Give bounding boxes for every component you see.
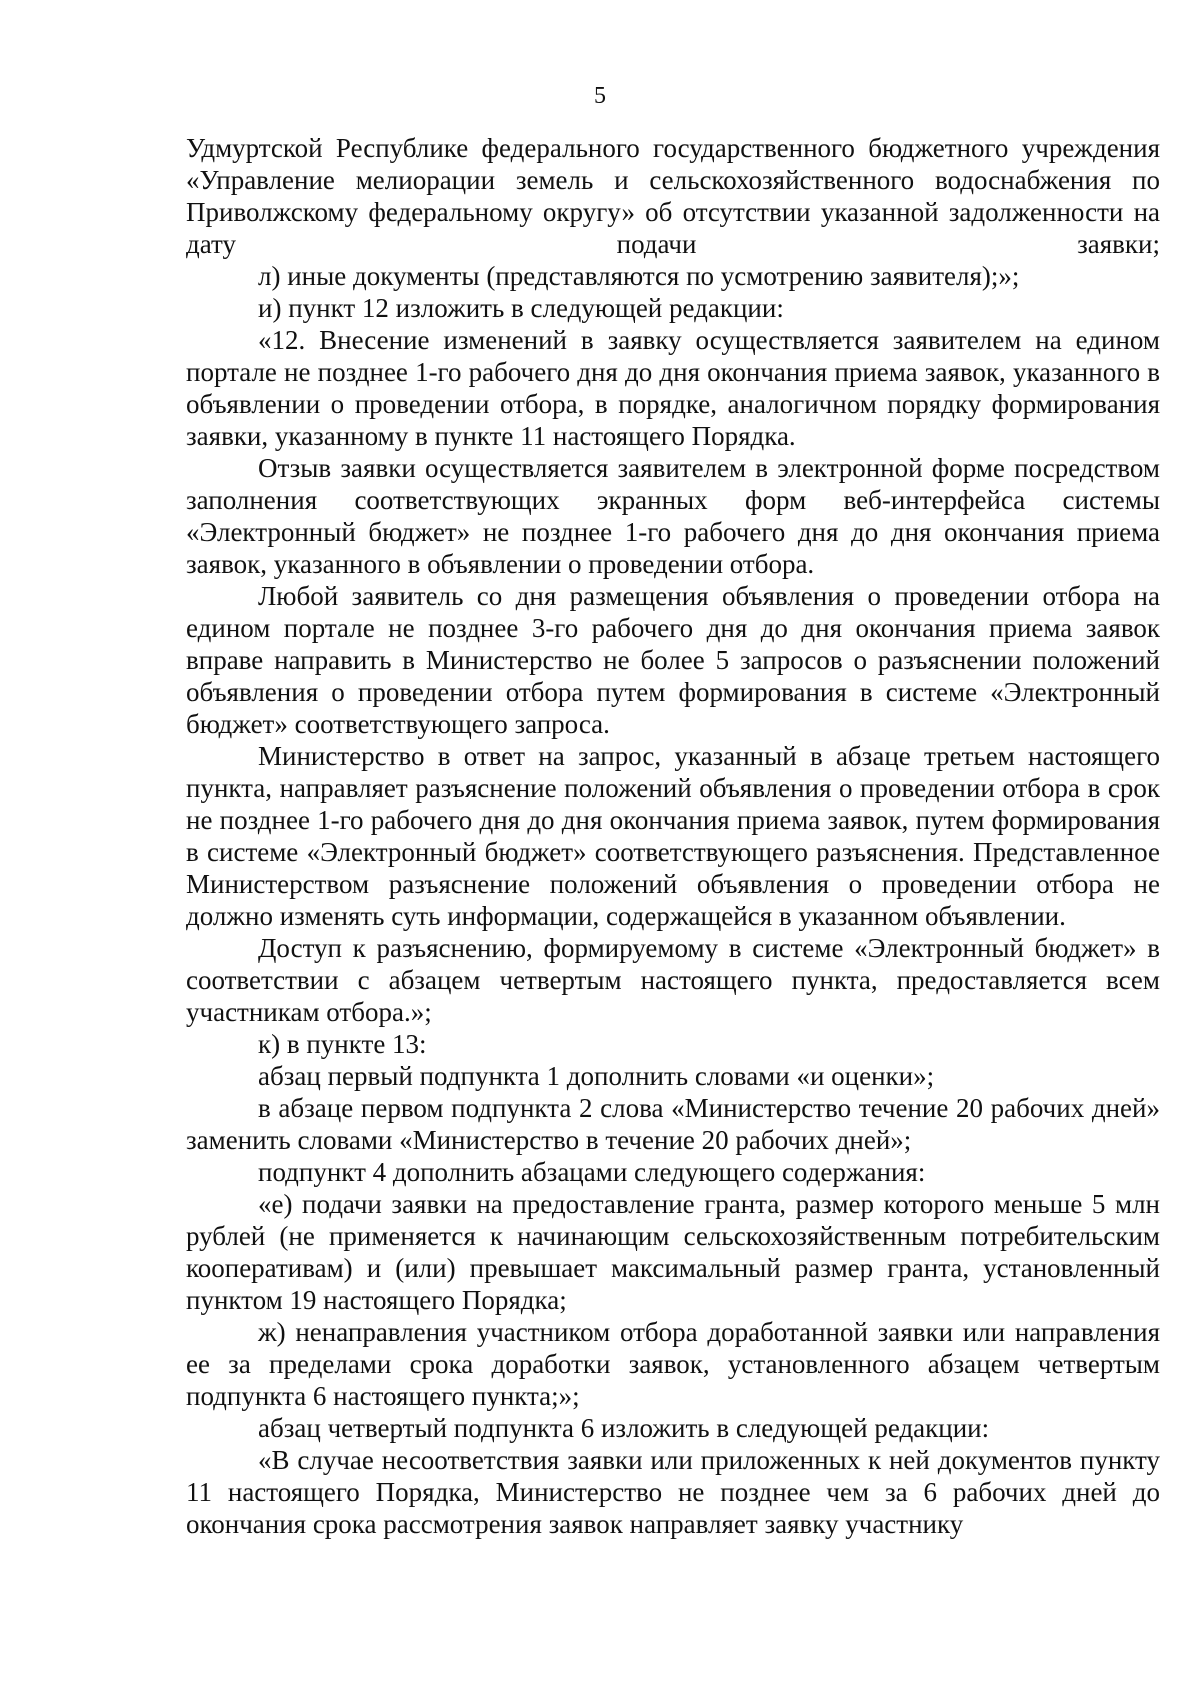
paragraph: «е) подачи заявки на предоставление гранта, размер которого меньше 5 млн рублей (не применяется к начинающим сельскохозяйственным потребительским кооперативам) и (или) превышает максимальный размер гранта, установленный пунктом 19 настоящего Порядка; [186, 1189, 1160, 1315]
paragraph: «12. Внесение изменений в заявку осуществляется заявителем на едином портале не позднее 1-го рабочего дня до дня окончания приема заявок, указанного в объявлении о проведении отбора, в порядке, аналогичном порядку формирования заявки, указанному в пункте 11 настоящего Порядка. [186, 325, 1160, 451]
paragraph: «В случае несоответствия заявки или приложенных к ней документов пункту 11 настоящего Порядка, Министерство не позднее чем за 6 рабочих дней до окончания срока рассмотрения заявок направляет заявку участнику [186, 1445, 1160, 1539]
paragraph: в абзаце первом подпункта 2 слова «Министерство течение 20 рабочих дней» заменить словами «Министерство в течение 20 рабочих дней»; [186, 1093, 1160, 1155]
paragraph: абзац четвертый подпункта 6 изложить в следующей редакции: [258, 1413, 990, 1443]
paragraph: ж) ненаправления участником отбора доработанной заявки или направления ее за пределами срока доработки заявок, установленного абзацем четвертым подпункта 6 настоящего пункта;»; [186, 1317, 1160, 1411]
paragraph: Любой заявитель со дня размещения объявления о проведении отбора на едином портале не позднее 3-го рабочего дня до дня окончания приема заявок вправе направить в Министерство не более 5 запросов о разъяснении положений объявления о проведении отбора путем формирования в системе «Электронный бюджет» соответствующего запроса. [186, 581, 1160, 739]
paragraph: к) в пункте 13: [258, 1029, 427, 1059]
paragraph: л) иные документы (представляются по усмотрению заявителя);»; [258, 261, 1020, 291]
paragraph: абзац первый подпункта 1 дополнить словами «и оценки»; [258, 1061, 935, 1091]
page-number: 5 [594, 83, 606, 109]
paragraph: и) пункт 12 изложить в следующей редакции: [258, 293, 784, 323]
paragraph: Министерство в ответ на запрос, указанный в абзаце третьем настоящего пункта, направляет разъяснение положений объявления о проведении отбора в срок не позднее 1-го рабочего дня до дня окончания приема заявок, путем формирования в системе «Электронный бюджет» соответствующего разъяснения. Представленное Министерством разъяснение положений объявления о проведении отбора не должно изменять суть информации, содержащейся в указанном объявлении. [186, 741, 1160, 931]
paragraph-continuation: Удмуртской Республике федерального государственного бюджетного учреждения «Управление мелиорации земель и сельскохозяйственного водоснабжения по Приволжскому федеральному округу» об отсутствии указанной задолженности на дату подачи заявки; [186, 133, 1160, 259]
paragraph: Отзыв заявки осуществляется заявителем в электронной форме посредством заполнения соответствующих экранных форм веб-интерфейса системы «Электронный бюджет» не позднее 1-го рабочего дня до дня окончания приема заявок, указанного в объявлении о проведении отбора. [186, 453, 1160, 579]
paragraph: подпункт 4 дополнить абзацами следующего содержания: [258, 1157, 926, 1187]
document-body [186, 132, 1160, 1540]
paragraph: Доступ к разъяснению, формируемому в системе «Электронный бюджет» в соответствии с абзацем четвертым настоящего пункта, предоставляется всем участникам отбора.»; [186, 933, 1160, 1027]
